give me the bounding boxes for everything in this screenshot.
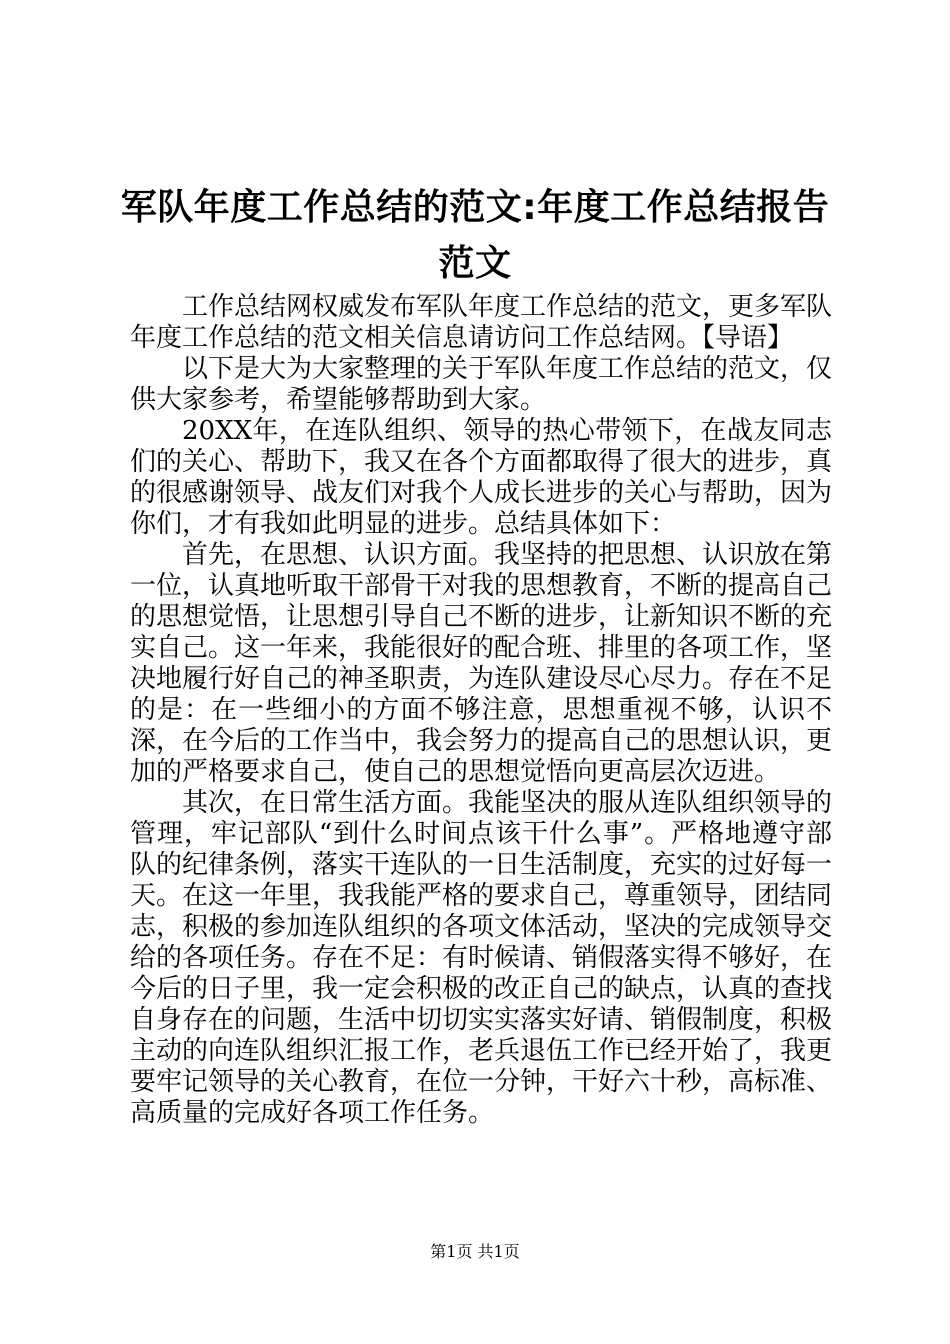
paragraph-intro: 工作总结网权威发布军队年度工作总结的范文，更多军队年度工作总结的范文相关信息请访问工作总结网。【导语】 — [130, 292, 833, 353]
document-title: 军队年度工作总结的范文:年度工作总结报告范文 — [120, 187, 830, 284]
paragraph-overview: 20XX年，在连队组织、领导的热心带领下，在战友同志们的关心、帮助下，我又在各个方面都取得了很大的进步，真的很感谢领导、战友们对我个人成长进步的关心与帮助，因为你们，才有我如此明显的进步。总结具体如下： — [130, 416, 833, 539]
paragraph-guide: 以下是大为大家整理的关于军队年度工作总结的范文，仅供大家参考，希望能够帮助到大家。 — [130, 354, 833, 415]
paragraph-daily-life: 其次，在日常生活方面。我能坚决的服从连队组织领导的管理，牢记部队“到什么时间点该干什么事”。严格地遵守部队的纪律条例，落实干连队的一日生活制度，充实的过好每一天。在这一年里，我我能严格的要求自己，尊重领导，团结同志，积极的参加连队组织的各项文体活动，坚决的完成领导交给的各项任务。存在不足：有时候请、销假落实得不够好，在今后的日子里，我一定会积极的改正自己的缺点，认真的查找自身存在的问题，生活中切切实实落实好请、销假制度，积极主动的向连队组织汇报工作，老兵退伍工作已经开始了，我更要牢记领导的关心教育，在位一分钟，干好六十秒，高标准、高质量的完成好各项工作任务。 — [130, 788, 833, 1128]
document-body — [130, 292, 832, 1129]
paragraph-thought: 首先，在思想、认识方面。我坚持的把思想、认识放在第一位，认真地听取干部骨干对我的思想教育，不断的提高自己的思想觉悟，让思想引导自己不断的进步，让新知识不断的充实自己。这一年来，我能很好的配合班、排里的各项工作，坚决地履行好自己的神圣职责，为连队建设尽心尽力。存在不足的是：在一些细小的方面不够注意，思想重视不够，认识不深，在今后的工作当中，我会努力的提高自己的思想认识，更加的严格要求自己，使自己的思想觉悟向更高层次迈进。 — [130, 540, 833, 787]
page-footer: 第1页 共1页 — [430, 1242, 520, 1261]
